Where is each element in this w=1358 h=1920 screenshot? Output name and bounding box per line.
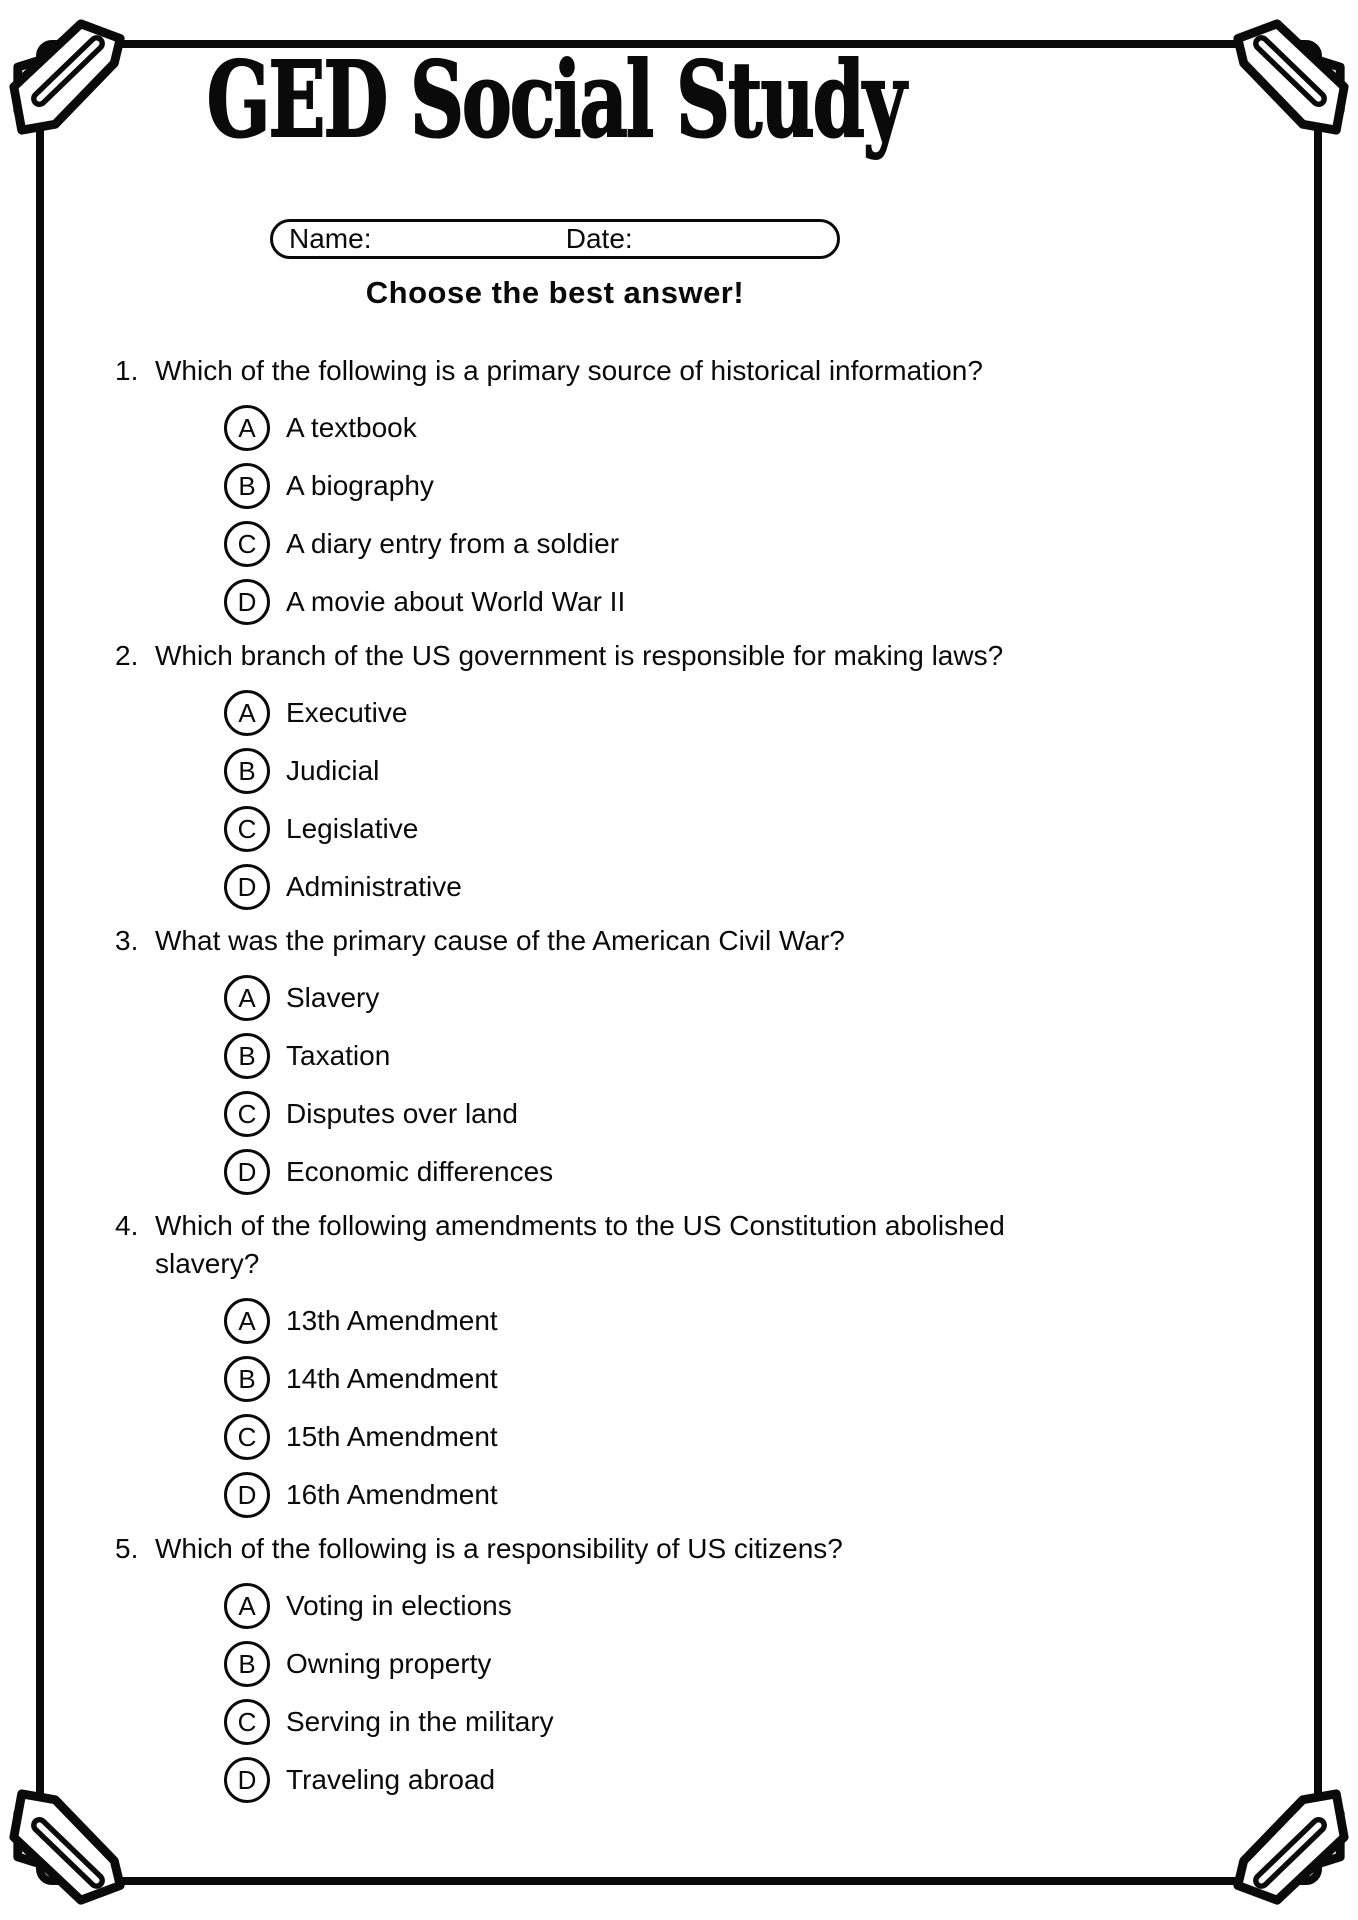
- question-number: 3.: [115, 925, 139, 956]
- answer-option: [224, 1085, 1074, 1143]
- option-label: A diary entry from a soldier: [286, 528, 620, 559]
- option-bubble[interactable]: C: [224, 521, 270, 567]
- worksheet-content: [36, 0, 1074, 1809]
- date-input-area[interactable]: [633, 222, 819, 256]
- option-bubble[interactable]: A: [224, 690, 270, 736]
- corner-ribbon-icon: [1226, 12, 1354, 140]
- question-text: Which of the following is a primary source of historical information?: [155, 355, 983, 386]
- answer-option: [224, 1751, 1074, 1809]
- answer-option: [224, 1292, 1074, 1350]
- answer-option: [224, 457, 1074, 515]
- answer-option: [224, 399, 1074, 457]
- option-label: Executive: [286, 697, 408, 728]
- option-label: Legislative: [286, 813, 419, 844]
- question-text: Which of the following amendments to the US Constitution abolished slavery?: [155, 1210, 1005, 1279]
- option-bubble[interactable]: A: [224, 1298, 270, 1344]
- answer-option: [224, 1027, 1074, 1085]
- answer-option: [224, 573, 1074, 631]
- question-item: [115, 1530, 1074, 1809]
- answer-option: [224, 969, 1074, 1027]
- name-label: Name:: [289, 223, 372, 254]
- answer-option: [224, 1350, 1074, 1408]
- question-text: Which branch of the US government is responsible for making laws?: [155, 640, 1004, 671]
- answer-option: [224, 684, 1074, 742]
- answer-option: [224, 800, 1074, 858]
- option-label: A biography: [286, 470, 434, 501]
- instruction-text: Choose the best answer!: [365, 275, 745, 310]
- question-item: [115, 922, 1074, 1201]
- option-label: 13th Amendment: [286, 1305, 498, 1336]
- answer-option: [224, 1635, 1074, 1693]
- question-number: 2.: [115, 640, 139, 671]
- page-title: GED Social Study: [206, 38, 904, 161]
- option-bubble[interactable]: A: [224, 1583, 270, 1629]
- option-bubble[interactable]: A: [224, 405, 270, 451]
- question-text: Which of the following is a responsibility of US citizens?: [155, 1533, 843, 1564]
- option-label: 15th Amendment: [286, 1421, 498, 1452]
- question-list: [36, 313, 1074, 1809]
- option-label: Traveling abroad: [286, 1764, 496, 1795]
- answer-option: [224, 1577, 1074, 1635]
- option-label: Disputes over land: [286, 1098, 518, 1129]
- option-bubble[interactable]: B: [224, 1033, 270, 1079]
- option-bubble[interactable]: C: [224, 1414, 270, 1460]
- corner-ribbon-icon: [1226, 1784, 1354, 1912]
- option-label: A movie about World War II: [286, 586, 626, 617]
- name-date-box: [270, 219, 840, 259]
- option-bubble[interactable]: D: [224, 579, 270, 625]
- answer-option: [224, 1408, 1074, 1466]
- option-label: Administrative: [286, 871, 462, 902]
- question-number: 1.: [115, 355, 139, 386]
- answer-option: [224, 1693, 1074, 1751]
- question-item: [115, 1207, 1074, 1524]
- question-item: [115, 352, 1074, 631]
- answer-option: [224, 858, 1074, 916]
- option-bubble[interactable]: C: [224, 1699, 270, 1745]
- name-input-area[interactable]: [371, 222, 557, 256]
- option-bubble[interactable]: D: [224, 1757, 270, 1803]
- question-item: [115, 637, 1074, 916]
- option-label: Economic differences: [286, 1156, 554, 1187]
- option-label: 14th Amendment: [286, 1363, 498, 1394]
- answer-option: [224, 1466, 1074, 1524]
- option-bubble[interactable]: A: [224, 975, 270, 1021]
- question-text: What was the primary cause of the American Civil War?: [155, 925, 845, 956]
- option-bubble[interactable]: D: [224, 1149, 270, 1195]
- option-label: Owning property: [286, 1648, 492, 1679]
- option-bubble[interactable]: B: [224, 1356, 270, 1402]
- answer-option: [224, 742, 1074, 800]
- answer-option: [224, 515, 1074, 573]
- option-label: Judicial: [286, 755, 380, 786]
- option-bubble[interactable]: B: [224, 748, 270, 794]
- question-number: 5.: [115, 1533, 139, 1564]
- option-label: 16th Amendment: [286, 1479, 498, 1510]
- option-bubble[interactable]: D: [224, 864, 270, 910]
- option-label: Serving in the military: [286, 1706, 554, 1737]
- option-bubble[interactable]: D: [224, 1472, 270, 1518]
- option-bubble[interactable]: B: [224, 1641, 270, 1687]
- option-bubble[interactable]: C: [224, 806, 270, 852]
- option-label: Slavery: [286, 982, 380, 1013]
- option-bubble[interactable]: C: [224, 1091, 270, 1137]
- option-label: A textbook: [286, 412, 417, 443]
- question-number: 4.: [115, 1210, 139, 1241]
- option-label: Taxation: [286, 1040, 391, 1071]
- option-label: Voting in elections: [286, 1590, 512, 1621]
- answer-option: [224, 1143, 1074, 1201]
- option-bubble[interactable]: B: [224, 463, 270, 509]
- date-label: Date:: [565, 223, 633, 254]
